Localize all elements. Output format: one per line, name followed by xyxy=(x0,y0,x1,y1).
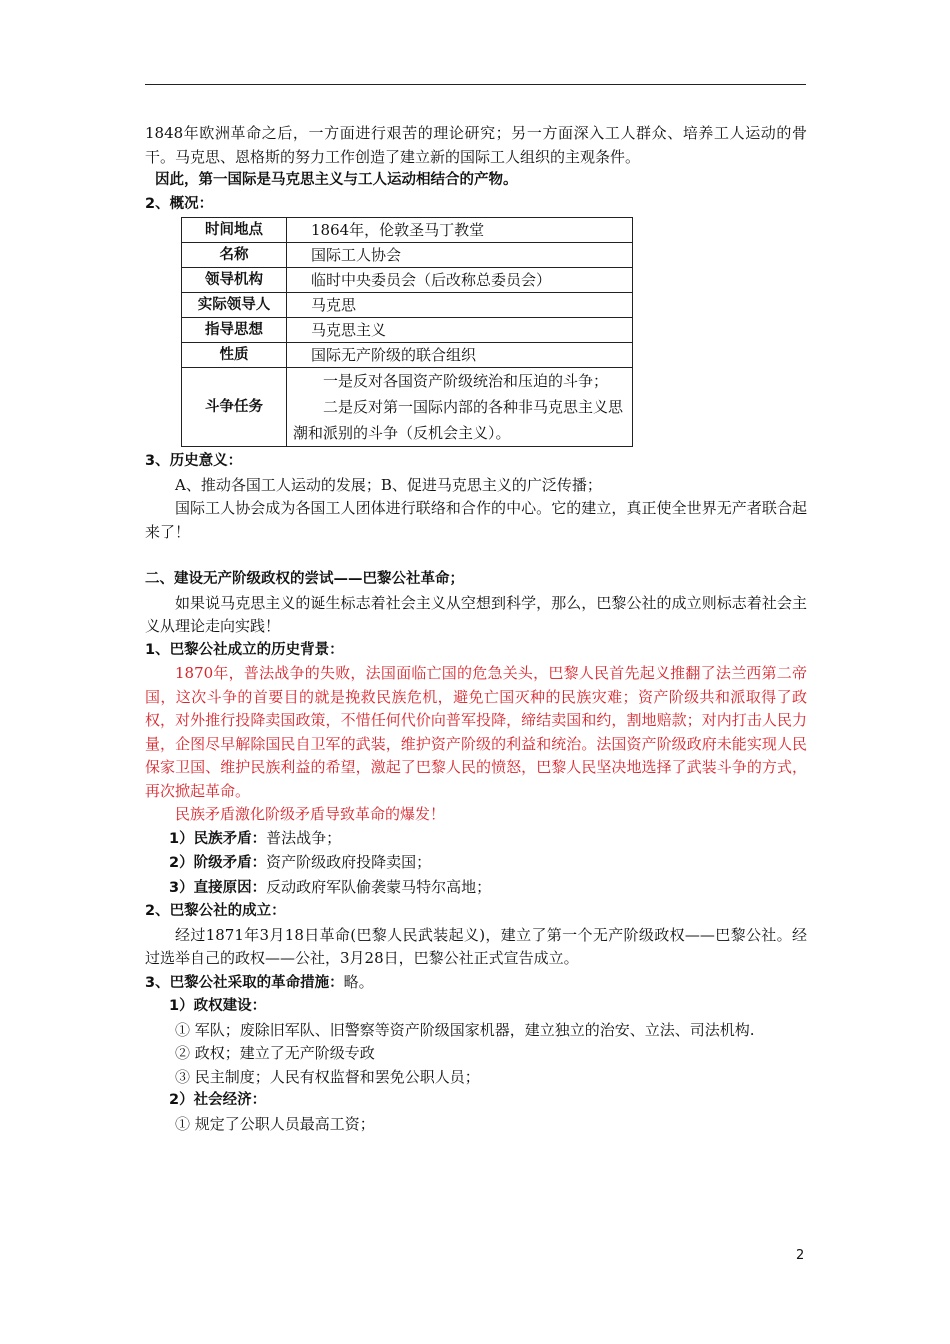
cause-label: 2）阶级矛盾： xyxy=(169,855,267,871)
cause-label: 3）直接原因： xyxy=(169,879,267,896)
section-intro: 如果说马克思主义的诞生标志着社会主义从空想到科学，那么，巴黎公社的成立则标志着社会主义从理论走向实践！ xyxy=(145,593,807,635)
economy-item: ① 规定了公职人员最高工资； xyxy=(175,1114,375,1133)
significance-line-2: 国际工人协会成为各国工人团体进行联络和合作的中心。它的建立，真正使全世界无产者联合起来了！ xyxy=(145,499,807,541)
row-key: 实际领导人 xyxy=(182,293,287,318)
measures-note: 略。 xyxy=(343,972,374,991)
row-key: 指导思想 xyxy=(182,318,287,343)
cause-text: 普法战争； xyxy=(266,828,342,847)
politics-heading: 1）政权建设： xyxy=(169,998,267,1014)
task-line-1: 一是反对各国资产阶级统治和压迫的斗争； xyxy=(323,372,609,390)
spacer xyxy=(145,544,807,568)
table-row xyxy=(182,318,633,343)
table-row xyxy=(182,218,633,243)
table-row xyxy=(182,293,633,318)
row-value: 马克思 xyxy=(287,293,633,318)
row-key: 斗争任务 xyxy=(182,368,287,447)
overview-table xyxy=(181,217,633,447)
politics-item: ③ 民主制度；人民有权监督和罢免公职人员； xyxy=(175,1067,480,1086)
task-line-2: 二是反对第一国际内部的各种非马克思主义思潮和派别的斗争（反机会主义）。 xyxy=(293,398,624,442)
measures-line xyxy=(145,971,807,996)
overview-heading: 2、概况： xyxy=(145,195,214,212)
cause-label: 1）民族矛盾： xyxy=(169,830,267,847)
row-value: 1864年，伦敦圣马丁教堂 xyxy=(287,218,633,243)
page-number: 2 xyxy=(796,1248,805,1263)
cause-text: 反动政府军队偷袭蒙马特尔高地； xyxy=(266,877,492,896)
politics-item: ① 军队；废除旧军队、旧警察等资产阶级国家机器，建立独立的治安、立法、司法机构. xyxy=(175,1020,755,1039)
cause-item xyxy=(145,851,807,876)
founding-paragraph: 经过1871年3月18日革命(巴黎人民武装起义)，建立了第一个无产阶级政权——巴黎公社。经过选举自己的政权——公社，3月28日，巴黎公社正式宣告成立。 xyxy=(145,925,807,967)
row-value: 马克思主义 xyxy=(287,318,633,343)
row-value: 国际无产阶级的联合组织 xyxy=(287,343,633,368)
row-key: 名称 xyxy=(182,243,287,268)
table-row xyxy=(182,368,633,447)
document-body xyxy=(145,122,807,1136)
header-rule xyxy=(145,84,806,85)
row-key: 时间地点 xyxy=(182,218,287,243)
row-value: 国际工人协会 xyxy=(287,243,633,268)
row-key: 性质 xyxy=(182,343,287,368)
significance-line-1: A、推动各国工人运动的发展；B、促进马克思主义的广泛传播； xyxy=(175,475,602,494)
table-row xyxy=(182,343,633,368)
significance-heading: 3、历史意义： xyxy=(145,453,243,469)
cause-text: 资产阶级政府投降卖国； xyxy=(266,853,432,871)
intro-paragraph: 1848年欧洲革命之后，一方面进行艰苦的理论研究；另一方面深入工人群众、培养工人运动的骨干。马克思、恩格斯的努力工作创造了建立新的国际工人组织的主观条件。 xyxy=(145,124,807,166)
cause-item xyxy=(145,876,807,901)
table-row xyxy=(182,243,633,268)
measures-heading: 3、巴黎公社采取的革命措施： xyxy=(145,974,344,991)
economy-heading: 2）社会经济： xyxy=(169,1092,267,1108)
row-key: 领导机构 xyxy=(182,268,287,293)
founding-heading: 2、巴黎公社的成立： xyxy=(145,903,286,919)
politics-item: ② 政权；建立了无产阶级专政 xyxy=(175,1044,375,1062)
conclusion-paragraph: 因此，第一国际是马克思主义与工人运动相结合的产物。 xyxy=(155,172,518,188)
section-title: 二、建设无产阶级政权的尝试——巴黎公社革命； xyxy=(145,571,464,587)
table-row xyxy=(182,268,633,293)
row-value xyxy=(287,368,633,447)
cause-item xyxy=(145,827,807,852)
background-paragraph: 1870年，普法战争的失败，法国面临亡国的危急关头，巴黎人民首先起义推翻了法兰西第二帝国，这次斗争的首要目的就是挽救民族危机，避免亡国灭种的民族灾难；资产阶级共和派取得了政权，对外推行投降卖国政策，不惜任何代价向普军投降，缔结卖国和约，割地赔款；对内打击人民力量，企图尽早解除国民自卫军的武装，维护资产阶级的利益和统治。法国资产阶级政府未能实现人民保家卫国、维护民族利益的希望，激起了巴黎人民的愤怒，巴黎人民坚决地选择了武装斗争的方式，再次掀起革命。 xyxy=(145,664,807,800)
row-value: 临时中央委员会（后改称总委员会） xyxy=(287,268,633,293)
background-summary: 民族矛盾激化阶级矛盾导致革命的爆发！ xyxy=(175,805,446,823)
background-heading: 1、巴黎公社成立的历史背景： xyxy=(145,641,344,658)
